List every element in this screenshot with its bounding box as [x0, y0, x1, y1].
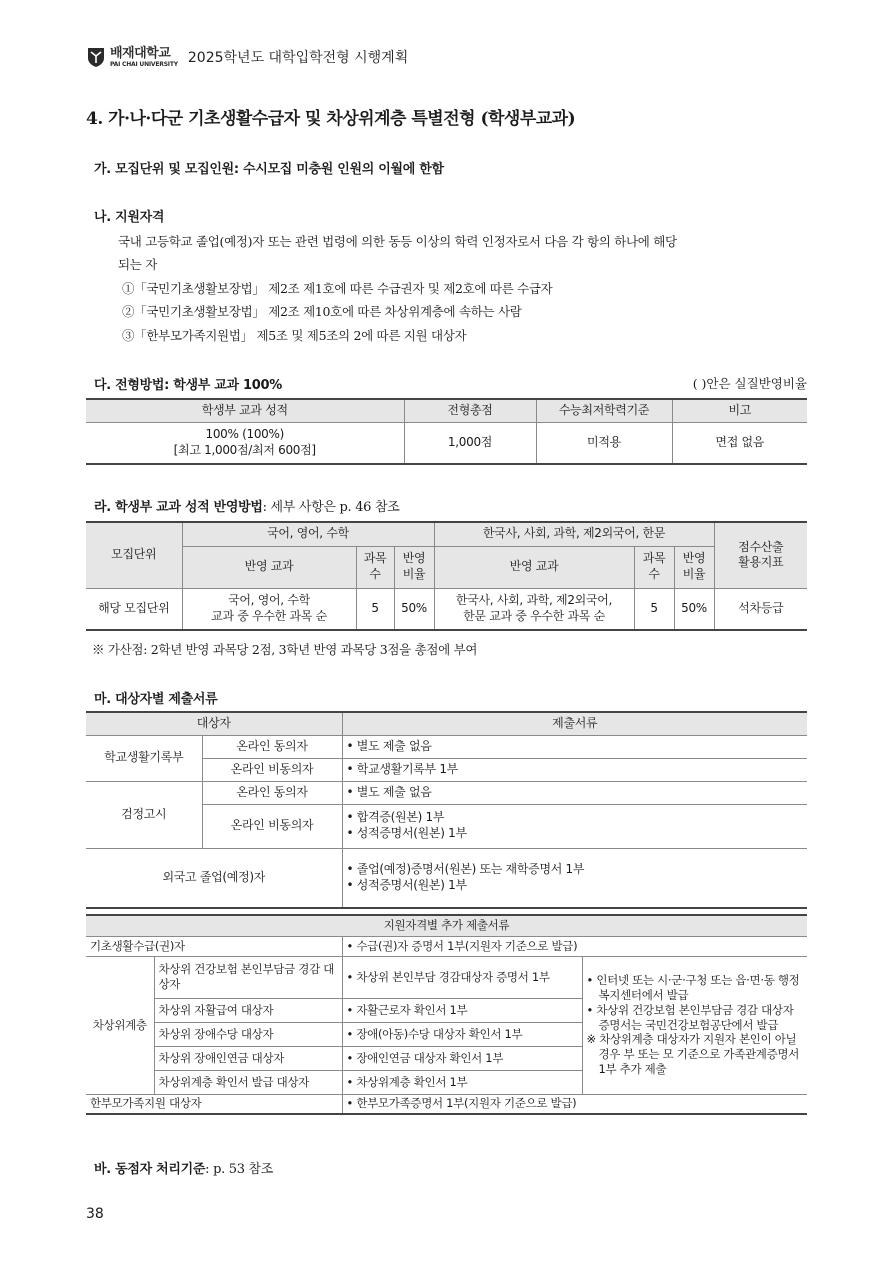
ged-doc-none-cell: • 별도 제출 없음 [342, 781, 807, 804]
np-note-cell: • 인터넷 또는 시·군·구청 또는 읍·면·동 행정복지센터에서 발급 • 차상위 건강보험 본인부담금 경감 대상자 증명서는 국민건강보험공단에서 발급 ※ 차상위계층 대상자가 지원자 본인이 아닐 경우 부 또는 모 기준으로 가족관계증명서 1부 추가 제출 [582, 956, 807, 1094]
col-header-group1: 국어, 영어, 수학 [182, 522, 434, 546]
eligibility-item-3: ③「한부모가족지원법」 제5조 및 제5조의 2에 따른 지원 대상자 [122, 328, 467, 343]
page-number: 38 [86, 1206, 104, 1222]
section-ga-title: 가. 모집단위 및 모집인원: 수시모집 미충원 인원의 이월에 한함 [94, 162, 444, 177]
shield-icon [86, 46, 106, 68]
ged-online-agree-cell: 온라인 동의자 [202, 781, 342, 804]
section-heading: 4. 가·나·다군 기초생활수급자 및 차상위계층 특별전형 (학생부교과) [86, 109, 576, 129]
ged-cell: 검정고시 [86, 781, 202, 848]
online-agree-cell: 온라인 동의자 [202, 735, 342, 758]
col-header-count-1: 과목 수 [356, 546, 394, 588]
np-target-1: 차상위 건강보험 본인부담금 경감 대상자 [154, 956, 342, 998]
np-doc-1: • 차상위 본인부담 경감대상자 증명서 1부 [342, 956, 582, 998]
page-header [86, 40, 408, 74]
np-doc-5: • 차상위계층 확인서 1부 [342, 1070, 582, 1094]
section-da-title: 다. 전형방법: 학생부 교과 100% [94, 378, 282, 393]
section-na-title: 나. 지원자격 [94, 210, 165, 225]
basic-doc-cell: • 수급(권)자 증명서 1부(지원자 기준으로 발급) [342, 936, 807, 956]
col-header-target: 대상자 [86, 712, 342, 735]
np-target-4: 차상위 장애인연금 대상자 [154, 1046, 342, 1070]
g1-subjects-cell: 국어, 영어, 수학 교과 중 우수한 과목 순 [182, 588, 356, 630]
col-header-docs: 제출서류 [342, 712, 807, 735]
g2-subjects-cell: 한국사, 사회, 과학, 제2외국어, 한문 교과 중 우수한 과목 순 [434, 588, 634, 630]
col-header-index: 점수산출 활용지표 [714, 522, 807, 588]
np-target-3: 차상위 장애수당 대상자 [154, 1022, 342, 1046]
np-doc-3: • 장애(아동)수당 대상자 확인서 1부 [342, 1022, 582, 1046]
np-target-2: 차상위 자활급여 대상자 [154, 998, 342, 1022]
col-header-group2: 한국사, 사회, 과학, 제2외국어, 한문 [434, 522, 714, 546]
foreign-cell: 외국고 졸업(예정)자 [86, 848, 342, 908]
col-header-subjects-2: 반영 교과 [434, 546, 634, 588]
g2-ratio-cell: 50% [674, 588, 714, 630]
single-parent-doc-cell: • 한부모가족증명서 1부(지원자 기준으로 발급) [342, 1094, 807, 1114]
section-ba-title: 바. 동점자 처리기준: p. 53 참조 [94, 1162, 274, 1177]
basic-cell: 기초생활수급(권)자 [86, 936, 342, 956]
col-header-csat: 수능최저학력기준 [536, 399, 672, 422]
university-logo [86, 46, 178, 68]
g1-ratio-cell: 50% [394, 588, 434, 630]
selection-method-table [86, 398, 807, 465]
col-header-score: 학생부 교과 성적 [86, 399, 404, 422]
np-target-5: 차상위계층 확인서 발급 대상자 [154, 1070, 342, 1094]
eligibility-item-1: ①「국민기초생활보장법」 제2조 제1호에 따른 수급권자 및 제2호에 따른 수급자 [122, 281, 553, 296]
header-title: 2025학년도 대학입학전형 시행계획 [187, 50, 409, 66]
foreign-docs-cell: • 졸업(예정)증명서(원본) 또는 재학증명서 1부 • 성적증명서(원본) 1부 [342, 848, 807, 908]
col-header-unit: 모집단위 [86, 522, 182, 588]
remark-cell: 면접 없음 [672, 422, 807, 464]
section-ra-title: 라. 학생부 교과 성적 반영방법: 세부 사항은 p. 46 참조 [94, 500, 400, 515]
bonus-note: ※ 가산점: 2학년 반영 과목당 2점, 3학년 반영 과목당 3점을 총점에 부여 [92, 642, 478, 657]
col-header-remark: 비고 [672, 399, 807, 422]
col-header-count-2: 과목 수 [634, 546, 674, 588]
single-parent-cell: 한부모가족지원 대상자 [86, 1094, 342, 1114]
col-header-ratio-2: 반영 비율 [674, 546, 714, 588]
g2-count-cell: 5 [634, 588, 674, 630]
section-ma-title: 마. 대상자별 제출서류 [94, 692, 218, 707]
documents-table [86, 711, 807, 909]
logo-english: PAI CHAI UNIVERSITY [110, 60, 178, 68]
ratio-note: ( )안은 실질반영비율 [692, 376, 807, 391]
ged-online-disagree-cell: 온라인 비동의자 [202, 804, 342, 848]
record-reflection-table [86, 521, 807, 631]
index-cell: 석차등급 [714, 588, 807, 630]
col-header-ratio-1: 반영 비율 [394, 546, 434, 588]
eligibility-item-2: ②「국민기초생활보장법」 제2조 제10호에 따른 차상위계층에 속하는 사람 [122, 304, 522, 319]
eligibility-line-1: 국내 고등학교 졸업(예정)자 또는 관련 법령에 의한 동등 이상의 학력 인정자로서 다음 각 항의 하나에 해당 [118, 234, 677, 249]
online-disagree-cell: 온라인 비동의자 [202, 758, 342, 781]
col-header-subjects-1: 반영 교과 [182, 546, 356, 588]
eligibility-line-2: 되는 자 [118, 257, 157, 272]
logo-korean: 배재대학교 [110, 45, 171, 61]
col-header-total: 전형총점 [404, 399, 536, 422]
np-doc-2: • 자활근로자 확인서 1부 [342, 998, 582, 1022]
extra-docs-title: 지원자격별 추가 제출서류 [86, 915, 807, 936]
np-doc-4: • 장애인연금 대상자 확인서 1부 [342, 1046, 582, 1070]
doc-record-cell: • 학교생활기록부 1부 [342, 758, 807, 781]
doc-none-cell: • 별도 제출 없음 [342, 735, 807, 758]
g1-count-cell: 5 [356, 588, 394, 630]
nearpoor-cell: 차상위계층 [86, 956, 154, 1094]
csat-cell: 미적용 [536, 422, 672, 464]
ged-docs-cell: • 합격증(원본) 1부 • 성적증명서(원본) 1부 [342, 804, 807, 848]
total-cell: 1,000점 [404, 422, 536, 464]
unit-cell: 해당 모집단위 [86, 588, 182, 630]
score-cell: 100% (100%) [최고 1,000점/최저 600점] [86, 422, 404, 464]
extra-documents-table [86, 914, 807, 1115]
school-record-cell: 학교생활기록부 [86, 735, 202, 781]
